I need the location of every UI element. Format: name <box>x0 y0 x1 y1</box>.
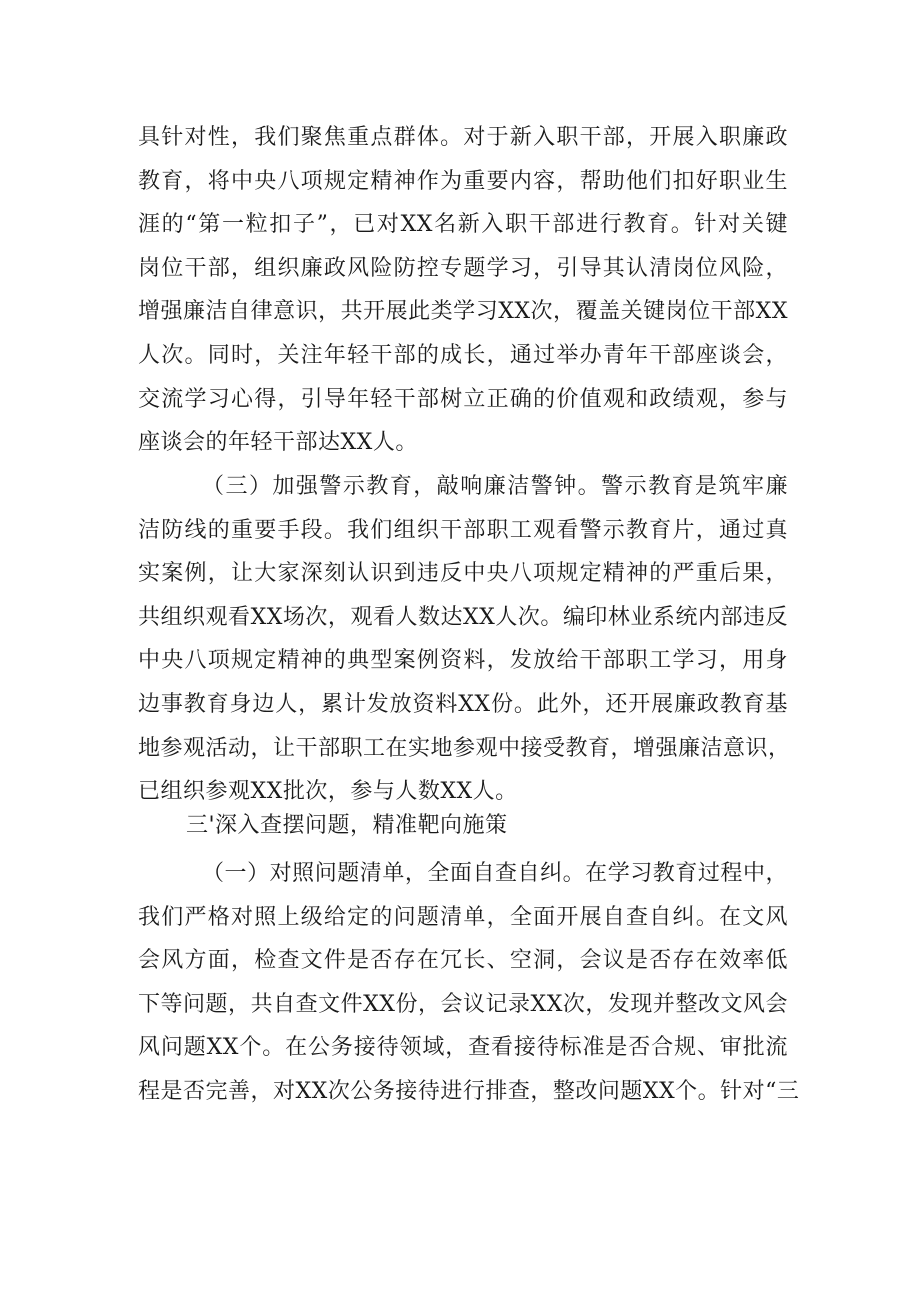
text-line: 座谈会的年轻干部达XX人。 <box>138 430 418 456</box>
text-line: （一）对照问题清单，全面自查自纠。在学习教育过程中， <box>202 861 788 886</box>
paragraph-warning-education <box>138 465 791 814</box>
text-line: 教育，将中央八项规定精神作为重要内容，帮助他们扣好职业生 <box>138 168 788 194</box>
text-line: 下等问题，共自查文件XX份，会议记录XX次，发现并整改文风会 <box>138 991 788 1017</box>
text-line: 会风方面，检查文件是否存在冗长、空洞，会议是否存在效率低 <box>138 948 788 974</box>
text-line: 边事教育身边人，累计发放资料XX份。此外，还开展廉政教育基 <box>138 691 788 717</box>
text-line: 地参观活动，让干部职工在实地参观中接受教育，增强廉洁意识， <box>138 735 791 761</box>
text-line: 岗位干部，组织廉政风险防控专题学习，引导其认清岗位风险， <box>138 255 788 281</box>
section-heading: 三'深入查摆问题，精准靶向施策 <box>186 813 508 838</box>
text-line: 实案例，让大家深刻认识到违反中央八项规定精神的严重后果， <box>138 561 788 587</box>
paragraph-key-groups <box>138 116 788 465</box>
text-line: 风问题XX个。在公务接待领域，查看接待标准是否合规、审批流 <box>138 1035 788 1061</box>
text-line: 具针对性，我们聚焦重点群体。对于新入职干部，开展入职廉政 <box>138 125 788 150</box>
text-line: 增强廉洁自律意识，共开展此类学习XX次，覆盖关键岗位干部XX <box>138 299 788 325</box>
text-line: （三）加强警示教育，敲响廉洁警钟。警示教育是筑牢廉 <box>202 474 788 499</box>
text-line: 涯的“第一粒扣子”，已对XX名新入职干部进行教育。针对关键 <box>138 212 788 238</box>
text-line: 共组织观看XX场次，观看人数达XX人次。编印林业系统内部违反 <box>138 604 788 630</box>
text-line: 我们严格对照上级给定的问题清单，全面开展自查自纠。在文风 <box>138 904 788 930</box>
paragraph-self-inspection <box>138 852 800 1114</box>
text-line: 交流学习心得，引导年轻干部树立正确的价值观和政绩观，参与 <box>138 386 788 412</box>
text-line: 已组织参观XX批次，参与人数XX人。 <box>138 779 518 805</box>
text-line: 洁防线的重要手段。我们组织干部职工观看警示教育片，通过真 <box>138 517 788 543</box>
text-line: 程是否完善，对XX次公务接待进行排查，整改问题XX个。针对“三 <box>138 1078 800 1104</box>
text-line: 人次。同时，关注年轻干部的成长，通过举办青年干部座谈会， <box>138 342 788 368</box>
text-line: 中央八项规定精神的典型案例资料，发放给干部职工学习，用身 <box>138 648 788 674</box>
